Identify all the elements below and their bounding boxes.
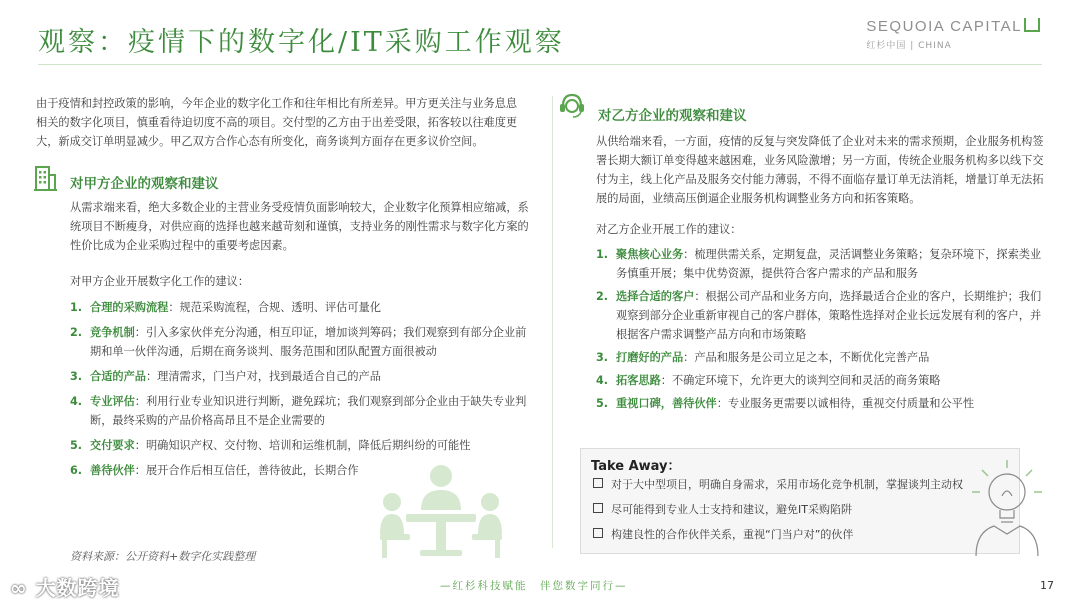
sequoia-logo (866, 18, 1040, 51)
list-item: 6. 善待伙伴：展开合作后相互信任，善待彼此，长期合作 (70, 464, 359, 477)
checkbox-icon (593, 478, 603, 488)
list-item: 尽可能得到专业人士支持和建议，避免IT采购陷阱 (593, 502, 963, 518)
list-item: 5. 重视口碑，善待伙伴：专业服务更需要以诚相待，重视交付质量和公平性 (596, 397, 975, 410)
list-item: 2. 选择合适的客户：根据公司产品和业务方向，选择最适合企业的客户，长期维护；我们观察到部分企业重新审视自己的客户群体，策略性选择对企业长远发展有利的客户，并根据客户需求调整产品方向和市场策略 (596, 290, 1042, 341)
column-divider (552, 96, 553, 548)
checkbox-icon (593, 503, 603, 513)
list-item: 2. 竞争机制：引入多家伙伴充分沟通，相互印证，增加谈判筹码；我们观察到有部分企业前期和单一伙伴沟通，后期在商务谈判、服务范围和团队配置方面很被动 (70, 326, 527, 358)
logo-mark-icon (1024, 18, 1040, 32)
checkbox-icon (593, 528, 603, 538)
logo-subtitle: 红杉中国 | CHINA (866, 41, 952, 51)
vendor-suggestions-list (596, 245, 1050, 417)
customer-service-icon (557, 90, 587, 120)
infinity-icon: ∞ (10, 576, 28, 600)
list-item: 3. 合适的产品：理清需求，门当户对，找到最适合自己的产品 (70, 370, 381, 383)
vendor-section-heading: 对乙方企业的观察和建议 (598, 108, 747, 124)
list-item: 1. 聚焦核心业务：梳理供需关系，定期复盘，灵活调整业务策略；复杂环境下，探索类业务慎重开展；集中优势资源，提供符合客户需求的产品和服务 (596, 248, 1042, 280)
meeting-illustration-icon (378, 462, 504, 562)
vendor-body-paragraph: 从供给端来看，一方面，疫情的反复与突发降低了企业对未来的需求预期，企业服务机构签署长期大额订单变得越来越困难，业务风险激增；另一方面，传统企业服务机构多以线下交付为主，线上化产品及服务交付能力薄弱，不得不面临存量订单无法消耗，增量订单无法拓展的局面，业绩高压倒逼企业服务机构调整业务方向和拓客策略。 (596, 135, 1044, 205)
source-note: 资料来源：公开资料+数字化实践整理 (70, 550, 256, 563)
page-number: 17 (1040, 579, 1054, 592)
watermark-logo: ∞ 大数跨境 (10, 576, 120, 600)
title-divider (38, 64, 1042, 65)
list-item: 5. 交付要求：明确知识产权、交付物、培训和运维机制，降低后期纠纷的可能性 (70, 439, 471, 452)
client-section-heading: 对甲方企业的观察和建议 (70, 176, 219, 192)
client-suggestions-list (70, 298, 530, 486)
list-item: 3. 打磨好的产品：产品和服务是公司立足之本，不断优化完善产品 (596, 351, 930, 364)
takeaway-title: Take Away： (591, 459, 681, 474)
client-suggestions-intro: 对甲方企业开展数字化工作的建议： (70, 275, 250, 288)
takeaway-list (593, 477, 963, 552)
building-icon (32, 164, 58, 192)
logo-text: SEQUOIA CAPITAL (866, 18, 1022, 35)
takeaway-box (580, 448, 1020, 554)
lightbulb-head-icon (962, 456, 1052, 556)
page-title: 观察：疫情下的数字化/IT采购工作观察 (38, 27, 565, 58)
footer-slogan: —红杉科技赋能 伴您数字同行— (440, 580, 628, 592)
list-item: 构建良性的合作伙伴关系，重视“门当户对”的伙伴 (593, 527, 963, 543)
list-item: 1. 合理的采购流程：规范采购流程，合规、透明、评估可量化 (70, 301, 381, 314)
list-item: 对于大中型项目，明确自身需求，采用市场化竞争机制，掌握谈判主动权 (593, 477, 963, 493)
vendor-suggestions-intro: 对乙方企业开展工作的建议： (596, 223, 742, 236)
intro-paragraph: 由于疫情和封控政策的影响，今年企业的数字化工作和往年相比有所差异。甲方更关注与业务息息相关的数字化项目，慎重看待迫切度不高的项目。交付型的乙方由于出差受限，拓客较以往难度更大，新成交订单明显减少。甲乙双方合作心态有所变化，商务谈判方面存在更多议价空间。 (36, 97, 518, 148)
list-item: 4. 专业评估：利用行业专业知识进行判断，避免踩坑；我们观察到部分企业由于缺失专业判断，最终采购的产品价格高昂且不是企业需要的 (70, 395, 527, 427)
list-item: 4. 拓客思路：不确定环境下，允许更大的谈判空间和灵活的商务策略 (596, 374, 941, 387)
client-body-paragraph: 从需求端来看，绝大多数企业的主营业务受疫情负面影响较大，企业数字化预算相应缩减，系统项目不断瘦身，对供应商的选择也越来越苛刻和谨慎，支持业务的刚性需求与数字化方案的性价比成为企业采购过程中的重要考虑因素。 (70, 201, 529, 252)
